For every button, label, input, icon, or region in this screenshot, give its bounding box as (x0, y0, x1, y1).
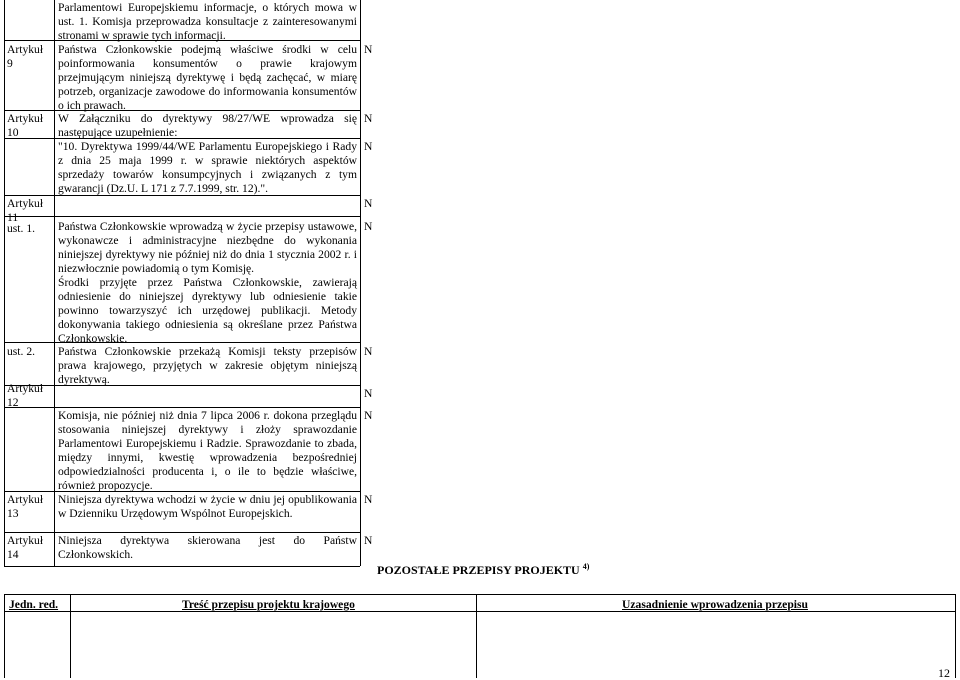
row-label: Artykuł 10 (7, 112, 44, 139)
section-title-text: POZOSTAŁE PRZEPISY PROJEKTU (377, 563, 580, 577)
header-col-right (955, 594, 956, 678)
row-text: Komisja, nie później niż dnia 7 lipca 2006 r. dokona przeglądu stosowania niniejszej dyrektywy i złoży sprawozdanie Parlamentowi Europejskiemu i Radzie. Sprawozdanie to zbada, między innymi, kwestię wprowadzenia bezpośredniej odpowiedzialności producenta i, o ile to będzie właściwe, również propozycje. (58, 409, 357, 492)
header-col-content: Treść przepisu projektu krajowego (182, 598, 355, 611)
row-label: Artykuł 9 (7, 43, 44, 70)
header-rule-top (4, 594, 956, 595)
header-col-unit: Jedn. red. (9, 598, 59, 611)
header-rule-bottom (4, 611, 956, 612)
status-mark: N (364, 197, 373, 210)
table-border-left (4, 0, 5, 566)
row-label: Artykuł 14 (7, 534, 44, 561)
status-mark: N (364, 220, 373, 233)
table-rule-bottom (4, 566, 360, 567)
row-label: Artykuł 12 (7, 382, 44, 409)
row-text: Państwa Członkowskie przekażą Komisji teksty przepisów prawa krajowego, przyjętych w zakresie objętym niniejszą dyrektywą. (58, 345, 357, 386)
header-col-divider-2 (476, 594, 477, 678)
row-text: Parlamentowi Europejskiemu informacje, o których mowa w ust. 1. Komisja przeprowadza konsultacje z zainteresowanymi stronami w sprawie tych informacji. (58, 1, 357, 42)
status-mark: N (364, 140, 373, 153)
status-mark: N (364, 409, 373, 422)
row-label: Artykuł 11 (7, 197, 44, 224)
header-col-justification: Uzasadnienie wprowadzenia przepisu (622, 598, 808, 611)
table-rule-10 (4, 532, 360, 533)
status-mark: N (364, 345, 373, 358)
row-text: Państwa Członkowskie podejmą właściwe środki w celu poinformowania konsumentów o prawie krajowym przejmującym niniejszą dyrektywę i będą zachęcać, w miarę potrzeb, organizacje zawodowe do informowania konsumentów o ich prawach. (58, 43, 357, 112)
table-divider-mark (360, 0, 361, 566)
row-text: Państwa Członkowskie wprowadzą w życie przepisy ustawowe, wykonawcze i administracyjne niezbędne do wykonania niniejszej dyrektywy nie później niż do dnia 1 stycznia 2002 r. i niezwłocznie powiadomią o tym Komisję. (58, 220, 357, 275)
header-col-left (4, 594, 5, 678)
row-text-block (58, 220, 357, 346)
page-number: 12 (938, 666, 950, 680)
header-col-divider-1 (70, 594, 71, 678)
row-label: ust. 2. (7, 345, 36, 358)
status-mark: N (364, 112, 373, 125)
row-text: "10. Dyrektywa 1999/44/WE Parlamentu Europejskiego i Rady z dnia 25 maja 1999 r. w sprawie niektórych aspektów sprzedaży towarów konsumpcyjnych i związanych z tym gwarancji (Dz.U. L 171 z 7.7.1999, str. 12).". (58, 140, 357, 195)
table-rule-5 (4, 216, 360, 217)
status-mark: N (364, 387, 373, 400)
table-rule-8 (4, 407, 360, 408)
row-text: Niniejsza dyrektywa wchodzi w życie w dniu jej opublikowania w Dzienniku Urzędowym Wspólnot Europejskich. (58, 493, 357, 520)
row-label: Artykuł 13 (7, 493, 44, 520)
table-divider-label (54, 0, 55, 566)
row-label: ust. 1. (7, 222, 36, 235)
section-title (377, 560, 589, 577)
row-text-continued: Środki przyjęte przez Państwa Członkowskie, zawierają odniesienie do niniejszej dyrektywy lub odniesienie takie powinno towarzyszyć ich urzędowej publikacji. Metody dokonywania takiego odniesienia są określane przez Państwa Członkowskie. (58, 276, 357, 345)
status-mark: N (364, 534, 373, 547)
status-mark: N (364, 493, 373, 506)
section-title-footnote: 4) (582, 562, 590, 571)
row-text: Niniejsza dyrektywa skierowana jest do Państw Członkowskich. (58, 534, 357, 561)
status-mark: N (364, 43, 373, 56)
row-text: W Załączniku do dyrektywy 98/27/WE wprowadza się następujące uzupełnienie: (58, 112, 357, 139)
